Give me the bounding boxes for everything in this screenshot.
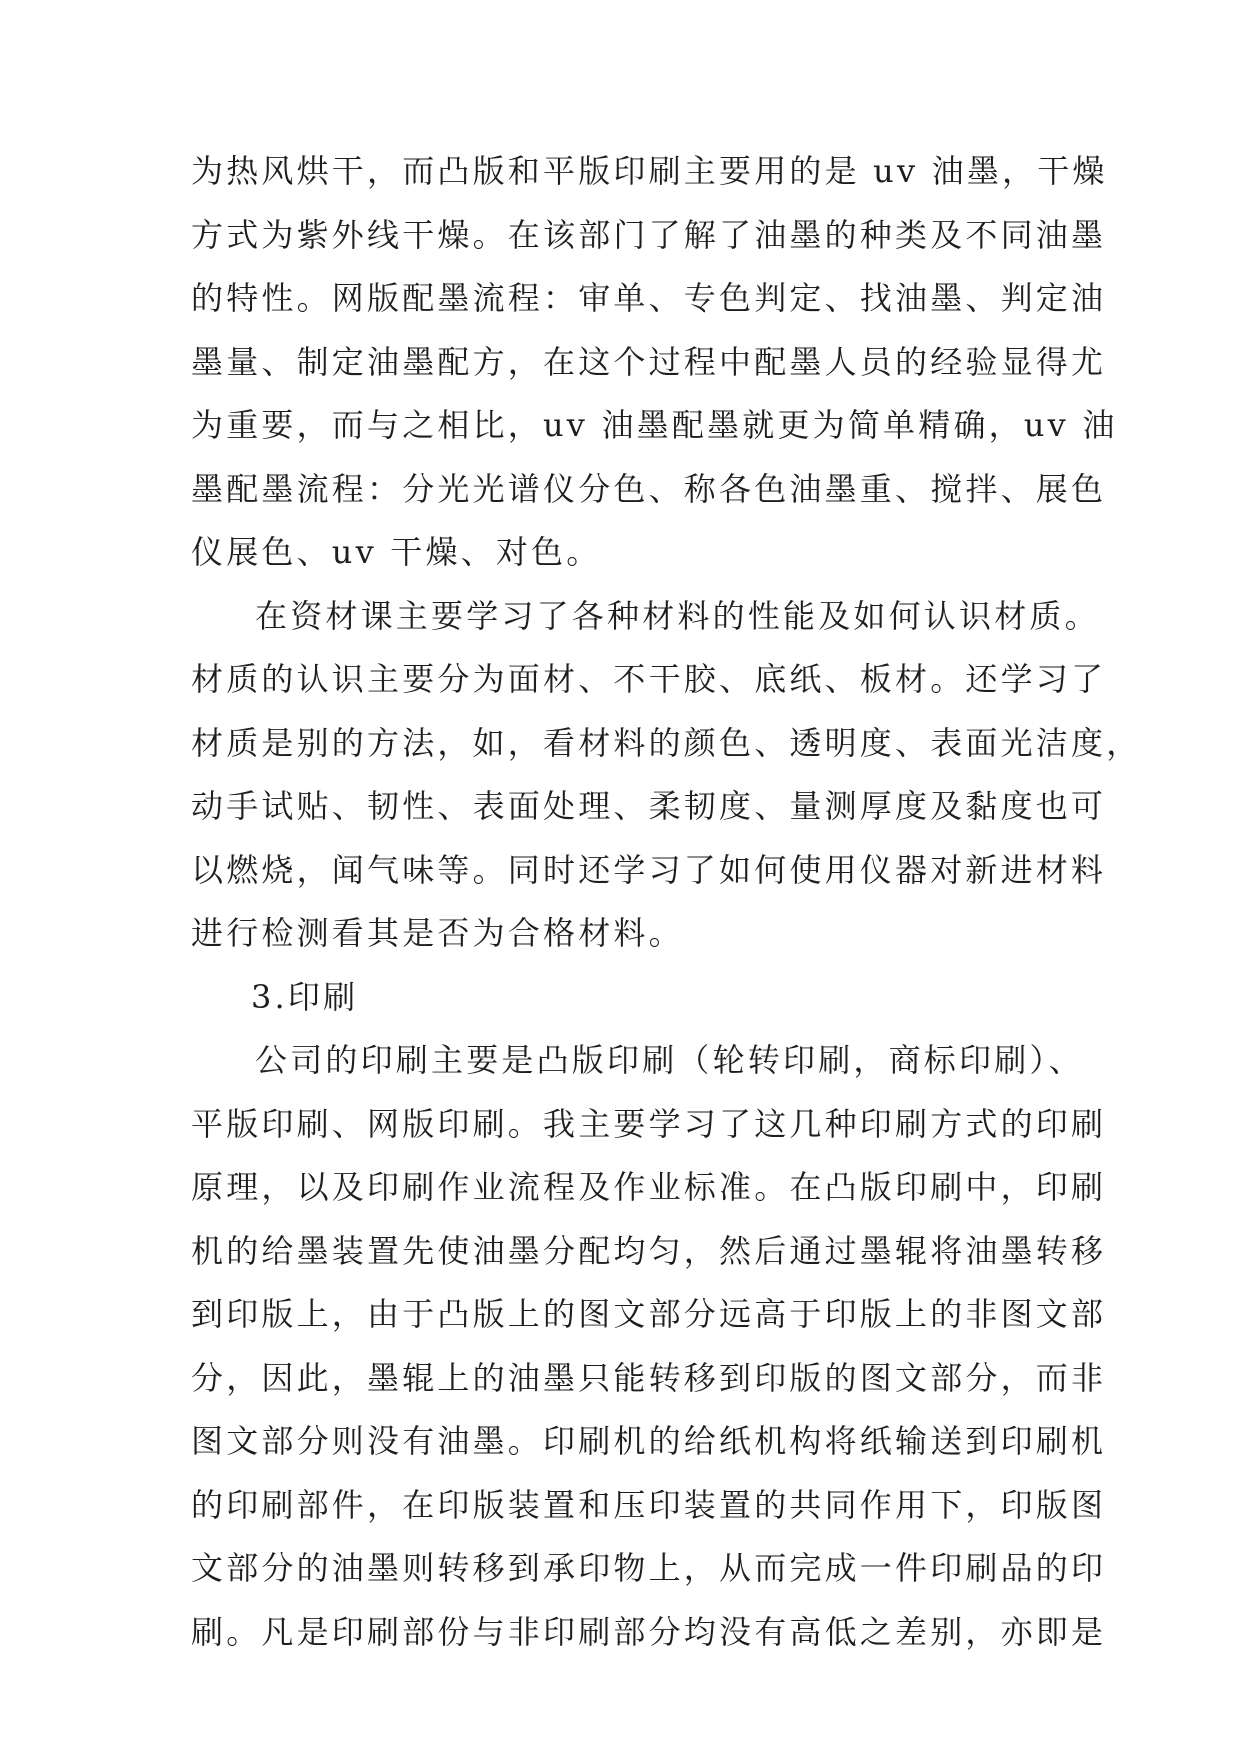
text-line: 进行检测看其是否为合格材料。 (191, 914, 684, 952)
text-line: 墨配墨流程：分光光谱仪分色、称各色油墨重、搅拌、展色 (191, 469, 1107, 508)
text-line: 文部分的油墨则转移到承印物上，从而完成一件印刷品的印 (191, 1549, 1107, 1587)
text-line: 原理，以及印刷作业流程及作业标准。在凸版印刷中，印刷 (191, 1168, 1107, 1206)
text-line: 机的给墨装置先使油墨分配均匀，然后通过墨辊将油墨转移 (191, 1231, 1107, 1270)
text-line: 平版印刷、网版印刷。我主要学习了这几种印刷方式的印刷 (191, 1104, 1107, 1143)
text-line: 动手试贴、韧性、表面处理、柔韧度、量测厚度及黏度也可 (191, 787, 1107, 825)
text-line: 到印版上，由于凸版上的图文部分远高于印版上的非图文部 (191, 1295, 1107, 1333)
text-line: 以燃烧，闻气味等。同时还学习了如何使用仪器对新进材料 (191, 850, 1107, 889)
text-line: 为热风烘干，而凸版和平版印刷主要用的是 uv 油墨，干燥 (191, 152, 1108, 190)
text-line: 的特性。网版配墨流程：审单、专色判定、找油墨、判定油 (191, 279, 1107, 317)
text-line: 方式为紫外线干燥。在该部门了解了油墨的种类及不同油墨 (191, 215, 1107, 254)
text-line: 刷。凡是印刷部份与非印刷部分均没有高低之差别，亦即是 (191, 1612, 1107, 1651)
text-line: 材质是别的方法，如，看材料的颜色、透明度、表面光洁度， (191, 723, 1142, 762)
section-heading: 3.印刷 (251, 977, 359, 1016)
document-page (191, 140, 1142, 1664)
text-line: 分，因此，墨辊上的油墨只能转移到印版的图文部分，而非 (191, 1358, 1107, 1397)
text-line: 墨量、制定油墨配方，在这个过程中配墨人员的经验显得尤 (191, 342, 1107, 381)
text-line: 仪展色、uv 干燥、对色。 (191, 533, 602, 571)
paragraph-start-line: 在资材课主要学习了各种材料的性能及如何认识材质。 (255, 596, 1100, 635)
paragraph-start-line: 公司的印刷主要是凸版印刷（轮转印刷，商标印刷）、 (255, 1041, 1084, 1079)
text-line: 为重要，而与之相比，uv 油墨配墨就更为简单精确，uv 油 (191, 406, 1118, 444)
text-line: 的印刷部件，在印版装置和压印装置的共同作用下，印版图 (191, 1485, 1107, 1524)
text-line: 材质的认识主要分为面材、不干胶、底纸、板材。还学习了 (191, 660, 1107, 698)
text-line: 图文部分则没有油墨。印刷机的给纸机构将纸输送到印刷机 (191, 1422, 1107, 1460)
